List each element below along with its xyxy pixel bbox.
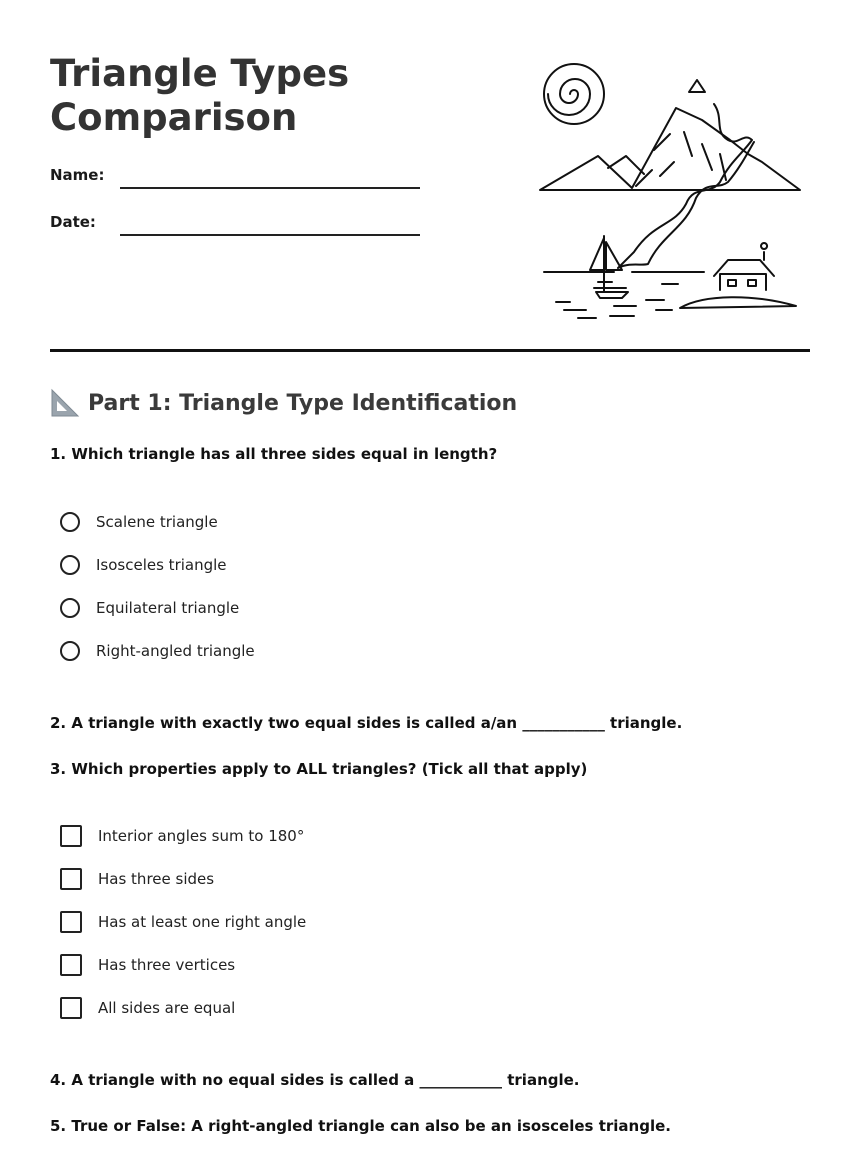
option-label: Isosceles triangle: [96, 556, 227, 574]
small-triangle-icon: [689, 80, 705, 92]
section-header: [50, 386, 517, 420]
checkbox[interactable]: [60, 825, 82, 847]
question-3: 3. Which properties apply to ALL triangles? (Tick all that apply): [50, 760, 588, 778]
q3-option-1[interactable]: [60, 823, 304, 849]
checkbox[interactable]: [60, 911, 82, 933]
option-label: All sides are equal: [98, 999, 236, 1017]
option-label: Equilateral triangle: [96, 599, 240, 617]
question-2: 2. A triangle with exactly two equal sides is called a/an ___________ triangle.: [50, 714, 683, 732]
q1-option-3[interactable]: [60, 595, 239, 621]
option-label: Right-angled triangle: [96, 642, 255, 660]
question-1: 1. Which triangle has all three sides equal in length?: [50, 445, 498, 463]
page-title: Triangle Types Comparison: [50, 52, 350, 139]
q1-option-1[interactable]: [60, 509, 218, 535]
radio-button[interactable]: [60, 598, 80, 618]
date-label: Date:: [50, 213, 96, 231]
sun-spiral-icon: [544, 64, 604, 124]
checkbox[interactable]: [60, 868, 82, 890]
option-label: Scalene triangle: [96, 513, 218, 531]
name-label: Name:: [50, 166, 105, 184]
checkbox[interactable]: [60, 954, 82, 976]
q3-option-2[interactable]: [60, 866, 214, 892]
section-title: Part 1: Triangle Type Identification: [88, 390, 518, 416]
q3-option-3[interactable]: [60, 909, 306, 935]
date-field-line[interactable]: [120, 234, 420, 236]
option-label: Has three vertices: [98, 956, 236, 974]
question-5: 5. True or False: A right-angled triangle can also be an isosceles triangle.: [50, 1117, 671, 1135]
radio-button[interactable]: [60, 512, 80, 532]
name-field-line[interactable]: [120, 187, 420, 189]
island-house-icon: [680, 243, 796, 308]
q1-option-4[interactable]: [60, 638, 255, 664]
set-square-icon: [50, 388, 80, 418]
q3-option-4[interactable]: [60, 952, 235, 978]
question-4: 4. A triangle with no equal sides is called a ___________ triangle.: [50, 1071, 580, 1089]
option-label: Has at least one right angle: [98, 913, 307, 931]
river-icon: [618, 104, 754, 268]
radio-button[interactable]: [60, 641, 80, 661]
option-label: Has three sides: [98, 870, 215, 888]
radio-button[interactable]: [60, 555, 80, 575]
q1-option-2[interactable]: [60, 552, 227, 578]
option-label: Interior angles sum to 180°: [98, 827, 305, 845]
q3-option-5[interactable]: [60, 995, 235, 1021]
header-divider: [50, 349, 810, 352]
checkbox[interactable]: [60, 997, 82, 1019]
mountains-icon: [540, 108, 800, 190]
mountain-lake-illustration: [534, 58, 806, 320]
